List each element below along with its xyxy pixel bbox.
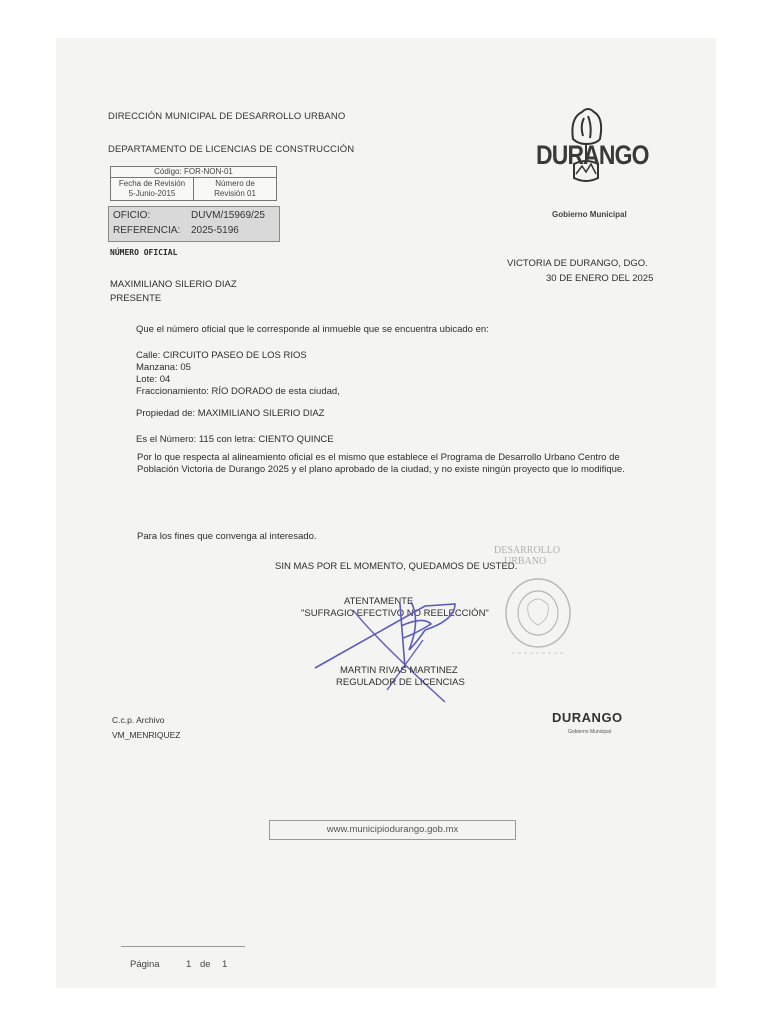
footer-logo-subtitle: Gobierno Municipal (568, 729, 612, 735)
form-code-table (110, 166, 277, 201)
referencia-label: REFERENCIA: (113, 225, 181, 236)
durango-logo (536, 104, 649, 224)
oficio-reference-box (108, 206, 280, 242)
date: 30 DE ENERO DEL 2025 (546, 273, 654, 284)
subject-line: NÚMERO OFICIAL (110, 248, 178, 257)
lema: "SUFRAGIO EFECTIVO NO REELECCIÓN" (301, 608, 489, 619)
referencia-value: 2025-5196 (191, 225, 239, 236)
fines-text: Para los fines que convenga al interesado. (137, 531, 317, 542)
lote: Lote: 04 (136, 374, 171, 385)
logo-subtitle: Gobierno Municipal (552, 210, 627, 219)
revision-number-label: Número de (215, 179, 255, 188)
intro-text: Que el número oficial que le corresponde al inmueble que se encuentra ubicado en: (136, 324, 489, 335)
official-stamp (494, 545, 594, 675)
departamento-heading: DEPARTAMENTO DE LICENCIAS DE CONSTRUCCIÓN (108, 144, 355, 155)
direccion-heading: DIRECCIÓN MUNICIPAL DE DESARROLLO URBANO (108, 111, 346, 122)
logo-brand: DURANGO (536, 140, 649, 170)
atentamente: ATENTAMENTE (344, 596, 414, 607)
page-divider (121, 946, 245, 947)
oficio-label: OFICIO: (113, 210, 151, 221)
revision-date-cell (111, 178, 193, 200)
presente: PRESENTE (110, 293, 162, 304)
recipient-name: MAXIMILIANO SILERIO DIAZ (110, 279, 237, 290)
website-link[interactable]: www.municipiodurango.gob.mx (269, 820, 516, 840)
numero-oficial: Es el Número: 115 con letra: CIENTO QUINCE (136, 434, 334, 445)
oficio-value: DUVM/15969/25 (191, 210, 265, 221)
page-of: de (200, 959, 211, 970)
revision-number-cell (193, 178, 276, 200)
page-current: 1 (186, 959, 192, 970)
ccp-line1: C.c.p. Archivo (112, 715, 165, 725)
stamp-seal-icon (498, 575, 578, 665)
propiedad: Propiedad de: MAXIMILIANO SILERIO DIAZ (136, 408, 325, 419)
stamp-line2: URBANO (504, 556, 547, 567)
ccp-line2: VM_MENRIQUEZ (112, 730, 181, 740)
signer-title: REGULADOR DE LICENCIAS (336, 677, 465, 688)
footer-logo-brand: DURANGO (552, 710, 623, 725)
stamp-line1: DESARROLLO (494, 545, 561, 556)
revision-date-value: 5-Junio-2015 (128, 189, 176, 198)
footer-durango-logo (552, 710, 642, 740)
sin-mas-text: SIN MAS POR EL MOMENTO, QUEDAMOS DE USTED. (275, 561, 518, 572)
revision-date-label: Fecha de Revisión (118, 179, 186, 188)
signature-scribble (305, 590, 475, 710)
signer-name: MARTIN RIVAS MARTINEZ (340, 665, 458, 676)
form-code: Código: FOR-NON-01 (111, 167, 276, 178)
page-total: 1 (222, 959, 228, 970)
alineamiento-paragraph: Por lo que respecta al alineamiento oficial es el mismo que establece el Programa de Desarrollo Urbano Centro de Población Victoria de Durango 2025 y el plano aprobado de la ciudad, y no existe ningún proyecto que lo modifique. (137, 452, 625, 475)
page-label: Página (130, 959, 160, 970)
calle: Calle: CIRCUITO PASEO DE LOS RIOS (136, 350, 307, 361)
manzana: Manzana: 05 (136, 362, 191, 373)
fraccionamiento: Fraccionamiento: RÍO DORADO de esta ciudad, (136, 386, 340, 397)
place: VICTORIA DE DURANGO, DGO. (507, 258, 648, 269)
revision-number-value: Revisión 01 (214, 189, 256, 198)
